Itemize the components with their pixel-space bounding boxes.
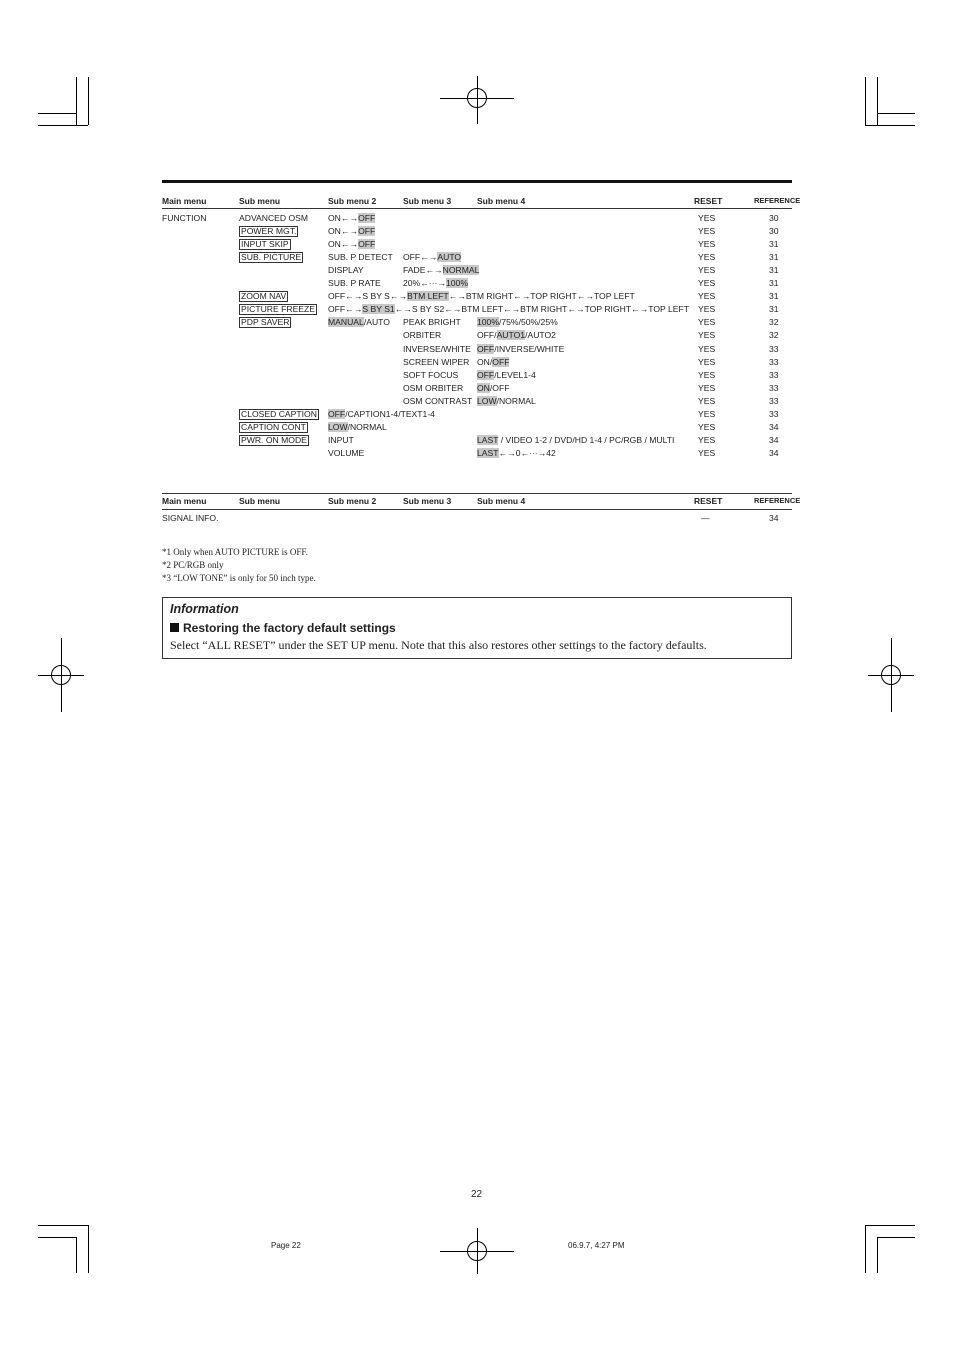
option-text: VOLUME bbox=[328, 448, 365, 458]
sub-menu-3-cell bbox=[403, 383, 463, 394]
sub-menu-4-cell bbox=[477, 448, 556, 459]
page-number: 22 bbox=[471, 1189, 483, 1200]
option-text: /INVERSE/WHITE bbox=[494, 344, 565, 354]
option-text: OFF←→ bbox=[328, 304, 363, 314]
reset-cell: YES bbox=[698, 396, 716, 406]
reset-cell: YES bbox=[698, 239, 716, 249]
square-bullet-icon bbox=[170, 623, 179, 632]
default-value: LOW bbox=[477, 396, 497, 406]
option-text: ←→S BY S2←→BTM LEFT←→BTM RIGHT←→TOP RIGHT←→TOP LEFT bbox=[394, 304, 689, 314]
reset-cell: YES bbox=[698, 330, 716, 340]
reset-cell: YES bbox=[698, 357, 716, 367]
option-text: /NORMAL bbox=[347, 422, 387, 432]
header-reset: RESET bbox=[694, 496, 723, 506]
sub-menu-2-cell bbox=[328, 252, 393, 263]
default-value: AUTO bbox=[437, 252, 462, 262]
header-sub-menu-3: Sub menu 3 bbox=[403, 496, 452, 506]
option-text: OFF←→S BY S←→ bbox=[328, 291, 408, 301]
reset-cell: YES bbox=[698, 291, 716, 301]
reference-cell: 31 bbox=[769, 265, 779, 275]
header-reference: REFERENCE bbox=[754, 496, 801, 505]
main-menu-signal-info: SIGNAL INFO. bbox=[162, 513, 219, 523]
reference-cell: 31 bbox=[769, 278, 779, 288]
default-value: LAST bbox=[477, 448, 499, 458]
reference-cell: 33 bbox=[769, 383, 779, 393]
reference-cell: 34 bbox=[769, 422, 779, 432]
reference-cell: 31 bbox=[769, 239, 779, 249]
sub-menu-label: PICTURE FREEZE bbox=[241, 304, 316, 314]
main-menu-function: FUNCTION bbox=[162, 213, 207, 223]
header-sub-menu: Sub menu bbox=[239, 496, 281, 506]
sub-menu-2-cell bbox=[328, 226, 375, 237]
sub-menu-item bbox=[239, 317, 291, 328]
reference-cell: 31 bbox=[769, 291, 779, 301]
sub-menu-2-cell bbox=[328, 291, 635, 302]
header-sub-menu-4: Sub menu 4 bbox=[477, 196, 526, 206]
option-text: ON/ bbox=[477, 357, 493, 367]
sub-menu-item bbox=[239, 252, 303, 263]
sub-menu-label: INPUT SKIP bbox=[241, 239, 289, 249]
sub-menu-4-cell bbox=[477, 396, 536, 407]
reset-cell: YES bbox=[698, 265, 716, 275]
default-value: OFF bbox=[477, 344, 495, 354]
option-text: INPUT bbox=[328, 435, 354, 445]
reference-cell: 30 bbox=[769, 213, 779, 223]
sub-menu-label: SUB. PICTURE bbox=[241, 252, 302, 262]
sub-menu-4-cell bbox=[477, 383, 509, 394]
reset-cell: YES bbox=[698, 252, 716, 262]
option-text: OSM CONTRAST bbox=[403, 396, 473, 406]
option-text: /OFF bbox=[489, 383, 510, 393]
default-value: AUTO1 bbox=[496, 330, 526, 340]
option-text: /AUTO2 bbox=[525, 330, 556, 340]
default-value: OFF bbox=[477, 370, 495, 380]
information-title: Information bbox=[170, 602, 239, 616]
sub-menu-3-cell bbox=[403, 344, 471, 355]
sub-menu-4-cell bbox=[477, 357, 509, 368]
signal-reset: — bbox=[701, 513, 710, 523]
sub-menu-3-cell bbox=[403, 370, 458, 381]
sub-menu-2-cell bbox=[328, 278, 381, 289]
footnote-3: *3 “LOW TONE” is only for 50 inch type. bbox=[162, 573, 316, 583]
signal-reference: 34 bbox=[769, 513, 779, 523]
sub-menu-2-cell bbox=[328, 435, 354, 446]
information-heading-text: Restoring the factory default settings bbox=[183, 621, 396, 635]
sub-menu-item bbox=[239, 304, 317, 315]
sub-menu-item: ADVANCED OSM bbox=[239, 213, 309, 223]
sub-menu-3-cell bbox=[403, 317, 461, 328]
sub-menu-3-cell bbox=[403, 357, 469, 368]
header-rule bbox=[162, 208, 792, 209]
sub-menu-4-cell bbox=[477, 317, 558, 328]
table-top-rule bbox=[162, 180, 792, 183]
footnote-2: *2 PC/RGB only bbox=[162, 560, 224, 570]
default-value: MANUAL bbox=[328, 317, 364, 327]
sub-menu-label: POWER MGT. bbox=[241, 226, 297, 236]
sub-menu-label: PWR. ON MODE bbox=[241, 435, 307, 445]
sub-menu-label: CAPTION CONT bbox=[241, 422, 306, 432]
reference-cell: 34 bbox=[769, 448, 779, 458]
option-text: SUB. P RATE bbox=[328, 278, 381, 288]
sub-menu-4-cell bbox=[477, 344, 564, 355]
reference-cell: 32 bbox=[769, 317, 779, 327]
header-reset: RESET bbox=[694, 196, 723, 206]
reference-cell: 33 bbox=[769, 409, 779, 419]
reference-cell: 30 bbox=[769, 226, 779, 236]
reset-cell: YES bbox=[698, 422, 716, 432]
sub-menu-item bbox=[239, 239, 291, 250]
header-sub-menu: Sub menu bbox=[239, 196, 281, 206]
sub-menu-2-cell bbox=[328, 448, 364, 459]
header-main-menu: Main menu bbox=[162, 196, 207, 206]
header-reference: REFERENCE bbox=[754, 196, 801, 205]
print-footer-right: 06.9.7, 4:27 PM bbox=[568, 1241, 625, 1250]
option-text: FADE←→ bbox=[403, 265, 443, 275]
reference-cell: 33 bbox=[769, 357, 779, 367]
option-text: DISPLAY bbox=[328, 265, 364, 275]
option-text: /LEVEL1-4 bbox=[494, 370, 536, 380]
information-heading bbox=[170, 621, 396, 635]
information-text: Select “ALL RESET” under the SET UP menu. Note that this also restores other settings to the factory defaults. bbox=[170, 638, 707, 652]
sub-menu-4-cell bbox=[477, 330, 556, 341]
default-value: OFF bbox=[358, 239, 376, 249]
default-value: OFF bbox=[328, 409, 346, 419]
default-value: 100% bbox=[445, 278, 468, 288]
default-value: OFF bbox=[358, 226, 376, 236]
sub-menu-item bbox=[239, 409, 319, 420]
option-text: ON←→ bbox=[328, 226, 359, 236]
option-text: / VIDEO 1-2 / DVD/HD 1-4 / PC/RGB / MULTI bbox=[498, 435, 675, 445]
reset-cell: YES bbox=[698, 213, 716, 223]
reset-cell: YES bbox=[698, 317, 716, 327]
sub-menu-3-cell bbox=[403, 330, 441, 341]
reference-cell: 32 bbox=[769, 330, 779, 340]
sub-menu-2-cell bbox=[328, 304, 689, 315]
option-text: SUB. P DETECT bbox=[328, 252, 393, 262]
sub-menu-item bbox=[239, 422, 308, 433]
header-sub-menu-2: Sub menu 2 bbox=[328, 196, 377, 206]
header-sub-menu-4: Sub menu 4 bbox=[477, 496, 526, 506]
header-sub-menu-2: Sub menu 2 bbox=[328, 496, 377, 506]
option-text: 20%←···→ bbox=[403, 278, 446, 288]
sub-menu-2-cell bbox=[328, 422, 387, 433]
reset-cell: YES bbox=[698, 383, 716, 393]
option-text: INVERSE/WHITE bbox=[403, 344, 471, 354]
sub-menu-3-cell bbox=[403, 265, 479, 276]
default-value: NORMAL bbox=[442, 265, 480, 275]
option-text: /CAPTION1-4/TEXT1-4 bbox=[345, 409, 435, 419]
sub-menu-4-cell bbox=[477, 435, 674, 446]
default-value: LAST bbox=[477, 435, 499, 445]
option-text: OSM ORBITER bbox=[403, 383, 464, 393]
sub-menu-3-cell bbox=[403, 252, 461, 263]
sub-menu-3-cell bbox=[403, 396, 472, 407]
sub-menu-3-cell bbox=[403, 278, 468, 289]
header-sub-menu-3: Sub menu 3 bbox=[403, 196, 452, 206]
option-text: /75%/50%/25% bbox=[498, 317, 558, 327]
option-text: ORBITER bbox=[403, 330, 442, 340]
option-text: OFF←→ bbox=[403, 252, 438, 262]
reset-cell: YES bbox=[698, 409, 716, 419]
default-value: OFF bbox=[358, 213, 376, 223]
sub-menu-item bbox=[239, 226, 298, 237]
sub-menu-label: ZOOM NAV bbox=[241, 291, 287, 301]
option-text: SOFT FOCUS bbox=[403, 370, 459, 380]
reset-cell: YES bbox=[698, 278, 716, 288]
option-text: ←→BTM RIGHT←→TOP RIGHT←→TOP LEFT bbox=[448, 291, 635, 301]
default-value: ON bbox=[477, 383, 490, 393]
option-text: OFF/ bbox=[477, 330, 497, 340]
signal-header-rule bbox=[162, 509, 792, 510]
sub-menu-2-cell bbox=[328, 265, 364, 276]
default-value: OFF bbox=[492, 357, 510, 367]
default-value: LOW bbox=[328, 422, 348, 432]
signal-top-rule bbox=[162, 493, 792, 494]
reset-cell: YES bbox=[698, 435, 716, 445]
option-text: ON←→ bbox=[328, 239, 359, 249]
reference-cell: 33 bbox=[769, 370, 779, 380]
reset-cell: YES bbox=[698, 344, 716, 354]
reset-cell: YES bbox=[698, 448, 716, 458]
default-value: 100% bbox=[477, 317, 499, 327]
reset-cell: YES bbox=[698, 370, 716, 380]
option-text: /AUTO bbox=[363, 317, 390, 327]
sub-menu-2-cell bbox=[328, 409, 435, 420]
default-value: BTM LEFT bbox=[407, 291, 449, 301]
print-footer-left: Page 22 bbox=[271, 1241, 301, 1250]
sub-menu-label: PDP SAVER bbox=[241, 317, 290, 327]
option-text: ON←→ bbox=[328, 213, 359, 223]
sub-menu-item bbox=[239, 291, 288, 302]
option-text: PEAK BRIGHT bbox=[403, 317, 461, 327]
reference-cell: 31 bbox=[769, 304, 779, 314]
option-text: ←→0←···→42 bbox=[498, 448, 556, 458]
sub-menu-2-cell bbox=[328, 239, 375, 250]
option-text: SCREEN WIPER bbox=[403, 357, 470, 367]
reference-cell: 34 bbox=[769, 435, 779, 445]
information-box bbox=[162, 597, 792, 659]
sub-menu-item bbox=[239, 435, 309, 446]
reference-cell: 31 bbox=[769, 252, 779, 262]
reference-cell: 33 bbox=[769, 344, 779, 354]
reset-cell: YES bbox=[698, 304, 716, 314]
footnote-1: *1 Only when AUTO PICTURE is OFF. bbox=[162, 547, 308, 557]
reference-cell: 33 bbox=[769, 396, 779, 406]
default-value: S BY S1 bbox=[362, 304, 395, 314]
sub-menu-2-cell bbox=[328, 317, 390, 328]
option-text: /NORMAL bbox=[496, 396, 536, 406]
sub-menu-label: CLOSED CAPTION bbox=[241, 409, 317, 419]
sub-menu-2-cell bbox=[328, 213, 375, 224]
sub-menu-4-cell bbox=[477, 370, 536, 381]
header-main-menu: Main menu bbox=[162, 496, 207, 506]
reset-cell: YES bbox=[698, 226, 716, 236]
